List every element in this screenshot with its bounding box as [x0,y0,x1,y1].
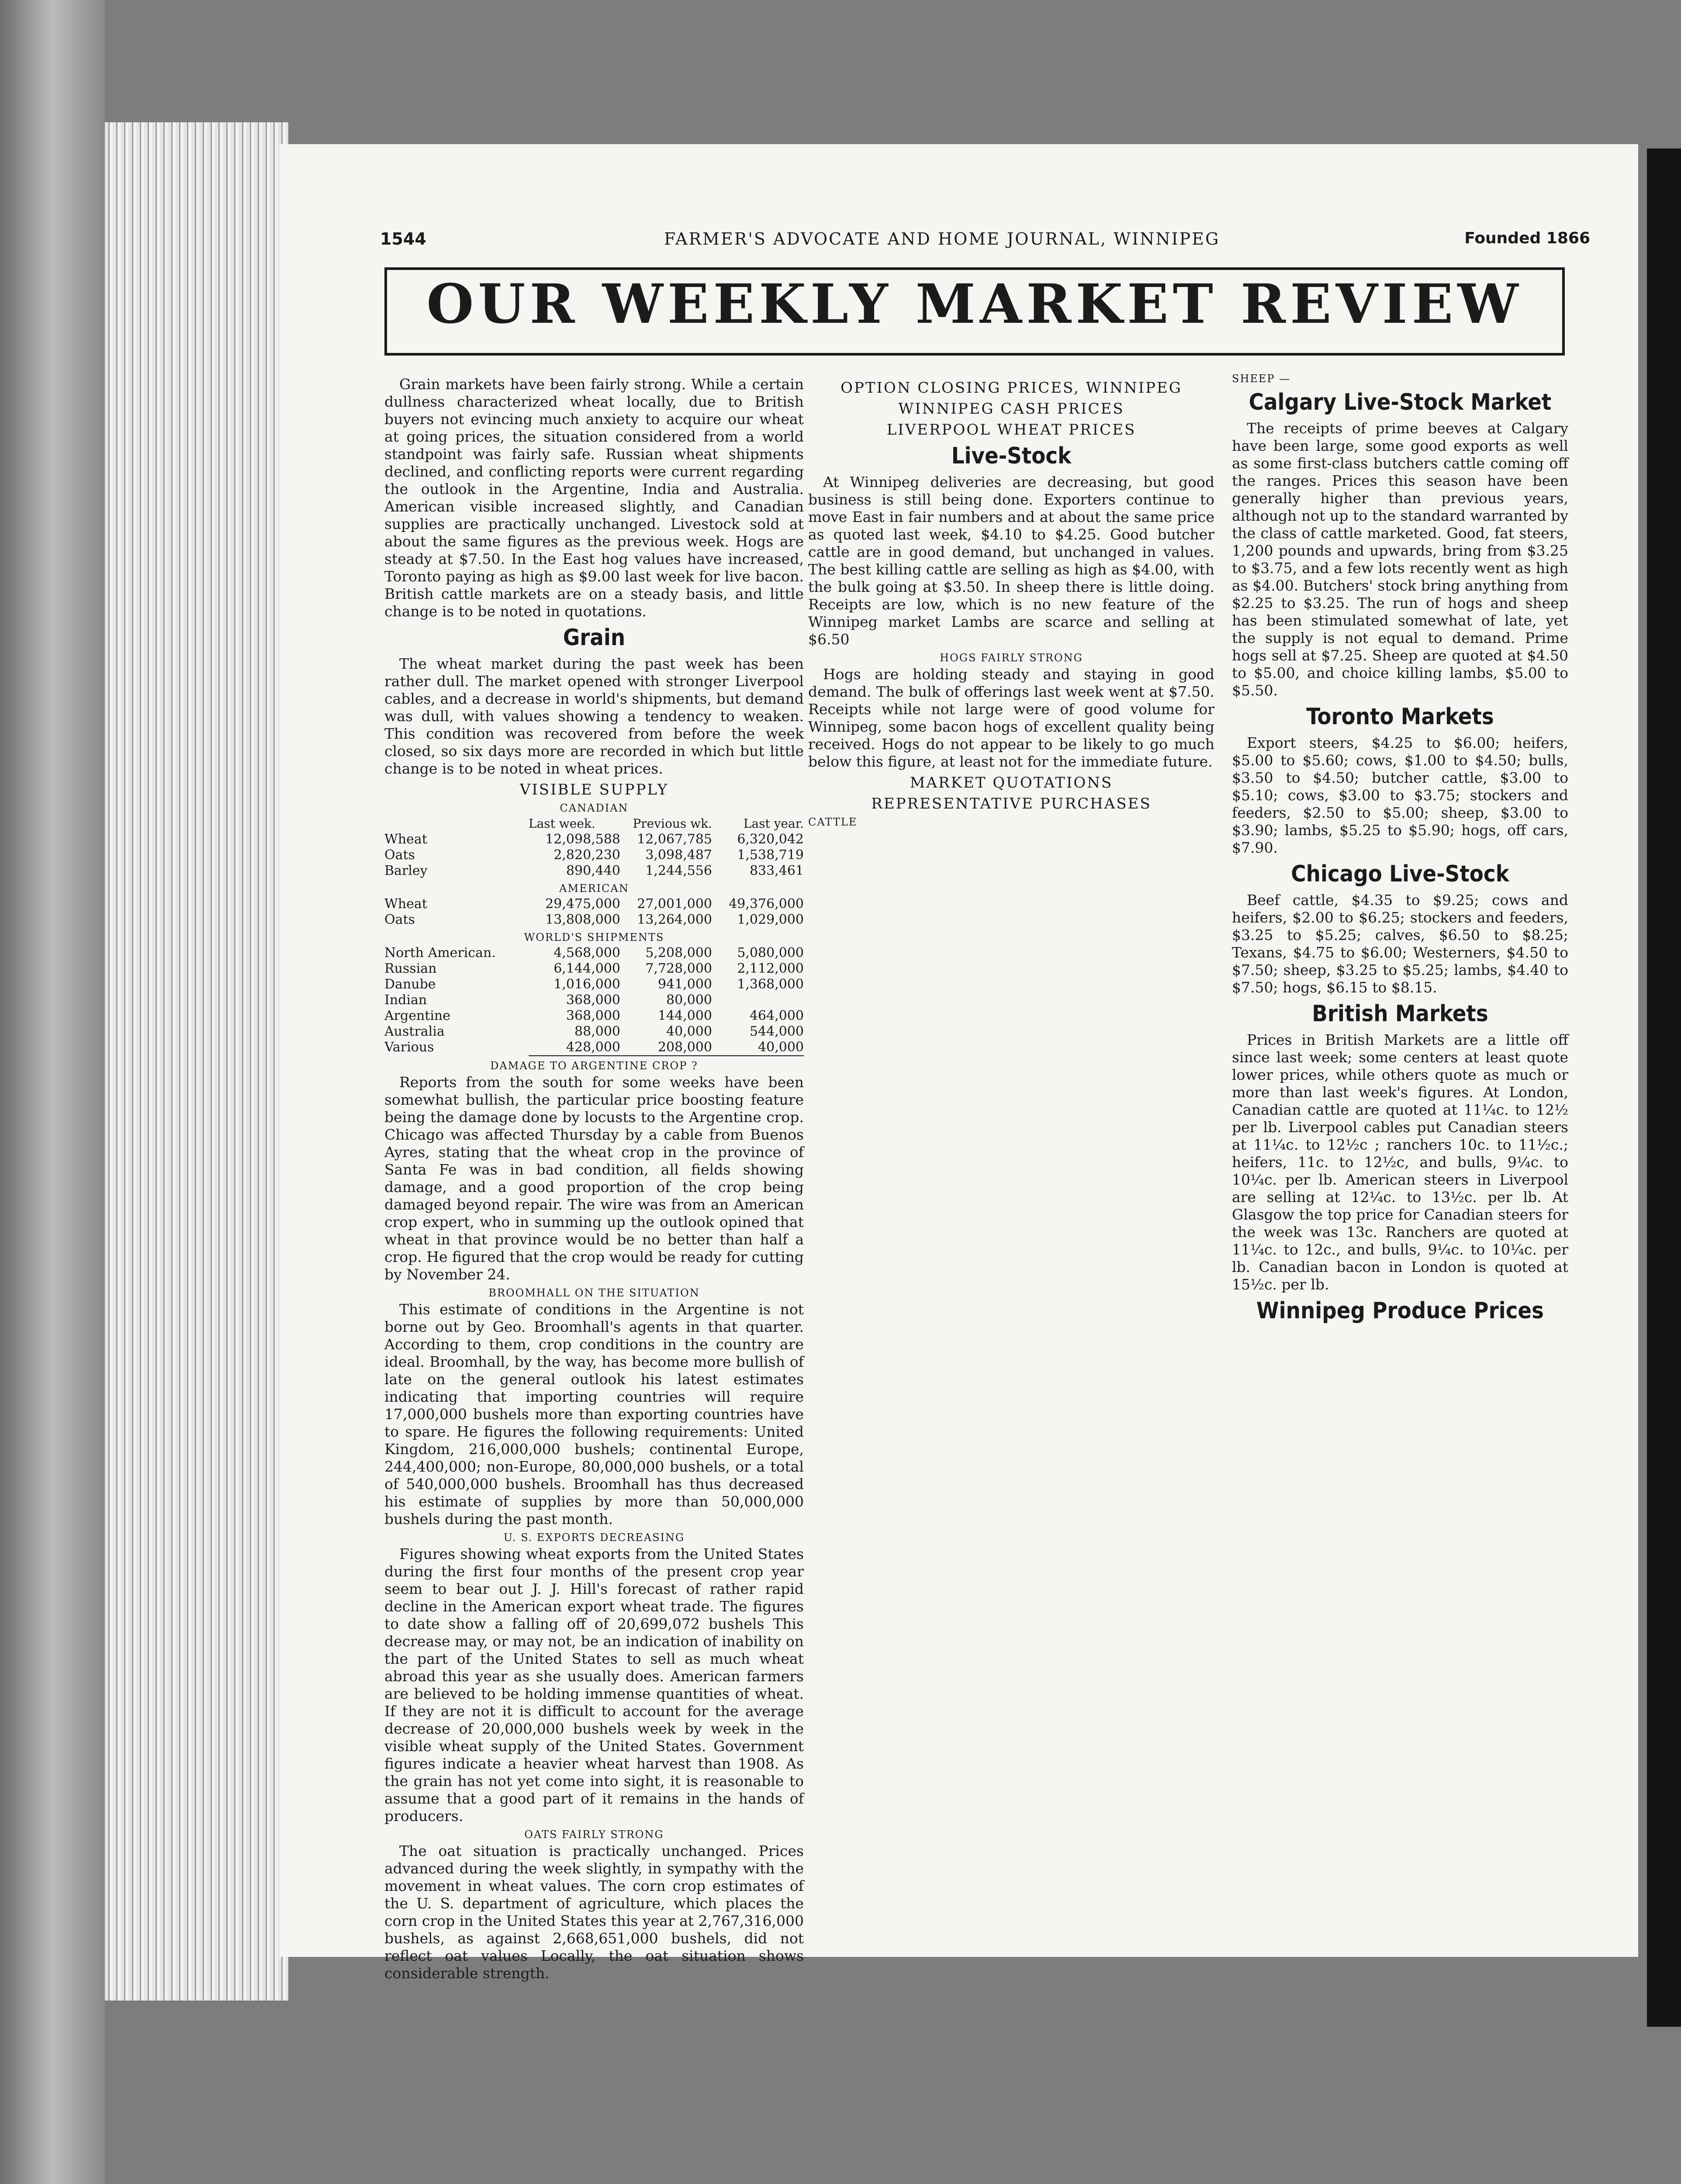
table-cell: 464,000 [749,1008,804,1023]
table-row [384,1024,804,1040]
table-cell: 40,000 [666,1024,712,1039]
table-cell: 368,000 [566,992,620,1008]
table-cell: Oats [384,847,415,863]
table-cell: 6,144,000 [553,961,620,976]
table-row [384,992,804,1008]
table-cell: 29,475,000 [545,896,620,912]
table-cell: 1,538,719 [737,847,804,863]
table-cell: 80,000 [666,992,712,1008]
table-cell: 428,000 [566,1040,620,1055]
table-cell: Wheat [384,896,427,912]
british-paragraph: Prices in British Markets are a little off since last week; some centers at least quote lower prices, while others quote as much or more than last week's figures. At London, Canadian cattle are quoted at 11¼c. to 12½ per lb. Liverpool cables put Canadian steers at 11¼c. to 12½c ; ranchers 10c. to 11½c.; heifers, 11c. to 12½c, and bulls, 9¼c. to 10¼c. per lb. American steers in Liverpool are selling at 12¼c. to 13½c. per lb. At Glasgow the top price for Canadian steers for the week was 13c. Ranchers are quoted at 11¼c. to 12c., and bulls, 9¼c. to 10¼c. per lb. Canadian bacon in London is quoted at 15½c. per lb. [1232,1031,1568,1293]
table-cell: 13,808,000 [545,912,620,927]
table-cell: 7,728,000 [645,961,712,976]
table-cell: 544,000 [749,1024,804,1039]
visible-supply-title: VISIBLE SUPPLY [519,781,669,798]
founded-note: Founded 1866 [1464,229,1590,247]
hogs-paragraph: Hogs are holding steady and staying in good demand. The bulk of offerings last week went at $7.50. Receipts while not large were of good volume for Winnipeg, some bacon hogs of excellent quality being received. Hogs do not appear to be likely to go much below this figure, at least not for the immediate future. [808,666,1214,770]
exports-paragraph: Figures showing wheat exports from the United States during the first four months of the present crop year seem to bear out J. J. Hill's forecast of rather rapid decline in the American export wheat trade. The figures to date show a falling off of 20,699,072 bushels This decrease may, or may not, be an indication of inability on the part of the United States to sell as much wheat abroad this year as she usually does. American farmers are believed to be holding immense quantities of wheat. If they are not it is difficult to account for the average decrease of 20,000,000 bushels week by week in the visible wheat supply of the United States. Government figures indicate a heavier wheat harvest than 1908. As the grain has not yet come into sight, it is reasonable to assume that a good part of it remains in the hands of producers. [384,1545,804,1825]
middle-column [808,376,1214,830]
calgary-paragraph: The receipts of prime beeves at Calgary have been large, some good exports as well as some first-class butchers cattle coming off the ranges. Prices this season have been generally higher than previous years, although not up to the standard warranted by the class of cattle marketed. Good, fat steers, 1,200 pounds and upwards, bring from $3.25 to $3.75, and a few lots recently went as high as $4.00. Butchers' stock bring anything from $2.25 to $3.25. The run of hogs and sheep has been stimulated somewhat of late, yet the supply is not equal to demand. Prime hogs sell at $7.25. Sheep are quoted at $4.50 to $5.00, and choice killing lambs, $5.00 to $5.50. [1232,420,1568,699]
page-edges [105,122,288,2001]
table-cell: 1,244,556 [645,863,712,878]
table-cell: 12,067,785 [637,832,712,847]
chicago-heading: Chicago Live-Stock [1291,861,1509,887]
cattle-label: CATTLE [808,816,858,828]
toronto-heading: Toronto Markets [1306,704,1494,730]
table-row [384,896,804,912]
table-cell: 5,080,000 [737,945,804,961]
livestock-heading: Live-Stock [951,443,1072,469]
table-cell: 1,016,000 [553,977,620,992]
american-label: AMERICAN [559,882,629,895]
table-cell: 40,000 [758,1040,804,1055]
right-column [1232,369,1568,1328]
table-cell: 1,029,000 [737,912,804,927]
table-cell: 941,000 [657,977,712,992]
title-banner [384,267,1565,356]
table-cell: Wheat [384,832,427,847]
table-row [384,945,804,961]
page-number: 1544 [380,229,426,249]
banner-title: OUR WEEKLY MARKET REVIEW [426,273,1523,336]
calgary-heading: Calgary Live-Stock Market [1249,389,1552,415]
hogs-title: HOGS FAIRLY STRONG [940,652,1083,664]
table-cell [712,992,804,1008]
purchases-title: REPRESENTATIVE PURCHASES [871,795,1152,812]
table-header-row [529,816,804,832]
oats-title: OATS FAIRLY STRONG [524,1828,664,1841]
oats-paragraph: The oat situation is practically unchanged. Prices advanced during the week slightly, in sympathy with the movement in wheat values. The corn crop estimates of the U. S. department of agriculture, which places the corn crop in the United States this year at 2,767,316,000 bushels, as against 2,668,651,000 bushels, did not reflect oat values Locally, the oat situation shows considerable strength. [384,1842,804,1982]
grain-heading: Grain [563,625,626,651]
table-cell: Argentine [384,1008,451,1023]
table-cell: Barley [384,863,428,878]
exports-title: U. S. EXPORTS DECREASING [503,1531,685,1544]
table-cell: 890,440 [566,863,620,878]
running-header [376,229,1590,256]
table-cell: 4,568,000 [553,945,620,961]
world-shipments-label: WORLD'S SHIPMENTS [524,931,664,943]
table-cell: Australia [384,1024,445,1039]
intro-paragraph: Grain markets have been fairly strong. While a certain dullness characterized wheat locally, due to British buyers not evincing much anxiety to acquire our wheat at going prices, the situation considered from a world standpoint was fairly safe. Russian wheat shipments declined, and conflicting reports were current regarding the outlook in the Argentine, India and Australia. American visible increased slightly, and Canadian supplies are practically unchanged. Livestock sold at about the same figures as the previous week. Hogs are steady at $7.50. In the East hog values have increased, Toronto paying as high as $9.00 last week for live bacon. British cattle markets are on a steady basis, and little change is to be noted in quotations. [384,376,804,620]
table-cell: 3,098,487 [645,847,712,863]
table-row [384,977,804,992]
table-cell: 833,461 [749,863,804,878]
table-cell: 144,000 [657,1008,712,1023]
table-cell: 1,368,000 [737,977,804,992]
visible-supply-header [384,816,804,832]
table-cell: Indian [384,992,427,1008]
damage-title: DAMAGE TO ARGENTINE CROP ? [490,1060,698,1072]
table-cell: 12,098,588 [545,832,620,847]
american-table [384,896,804,928]
livestock-paragraph: At Winnipeg deliveries are decreasing, but good business is still being done. Exporters continue to move East in fair numbers and at about the same price as quoted last week, $4.10 to $4.25. Good butcher cattle are in good demand, but unchanged in values. The best killing cattle are selling as high as $4.00, with the bulk going at $3.50. In sheep there is little doing. Receipts are low, which is no new feature of the Winnipeg market Lambs are scarce and selling at $6.50 [808,473,1214,648]
table-cell: 6,320,042 [737,832,804,847]
table-cell: 2,112,000 [737,961,804,976]
toronto-paragraph: Export steers, $4.25 to $6.00; heifers, $5.00 to $5.60; cows, $1.00 to $4.50; bulls, $3.50 to $4.50; butcher cattle, $3.00 to $5.10; cows, $3.00 to $3.75; stockers and feeders, $2.50 to $5.00; sheep, $3.00 to $3.90; lambs, $5.25 to $5.90; hogs, off cars, $7.90. [1232,734,1568,856]
table-row [384,832,804,847]
column-header: Last year. [743,816,804,831]
table-cell: 27,001,000 [637,896,712,912]
table-row [384,1008,804,1024]
damage-paragraph: Reports from the south for some weeks have been somewhat bullish, the particular price boosting feature being the damage done by locusts to the Argentine crop. Chicago was affected Thursday by a cable from Buenos Ayres, stating that the wheat crop in the province of Santa Fe was in bad condition, all fields showing damage, and a good proportion of the crop being damaged beyond repair. The wire was from an American crop expert, who in summing up the outlook opined that wheat in that province would be no better than half a crop. He figured that the crop would be ready for cutting by November 24. [384,1074,804,1283]
table-row [384,912,804,928]
table-row [384,961,804,977]
table-cell: Danube [384,977,436,992]
table-cell: Various [384,1040,434,1055]
table-cell: North American. [384,945,496,961]
table-cell: 49,376,000 [729,896,804,912]
table-cell: 5,208,000 [645,945,712,961]
british-heading: British Markets [1312,1001,1488,1027]
canadian-table [384,832,804,879]
world-shipments-table [384,945,804,1055]
canadian-label: CANADIAN [560,802,629,814]
table-row [384,863,804,879]
scanner-edge-bar [1647,149,1681,2027]
broomhall-title: BROOMHALL ON THE SITUATION [488,1287,700,1299]
sheep-label: SHEEP — [1232,373,1291,385]
table-cell: Oats [384,912,415,927]
produce-heading: Winnipeg Produce Prices [1256,1298,1544,1324]
grain-paragraph: The wheat market during the past week has been rather dull. The market opened with stronger Liverpool cables, and a decrease in world's shipments, but demand was dull, with values showing a tendency to weaken. This condition was recovered from before the week closed, so six days more are recorded in which but little change is to be noted in wheat prices. [384,655,804,777]
table-row [384,847,804,863]
cash-prices-title: WINNIPEG CASH PRICES [898,400,1124,418]
book-binding [0,0,105,2184]
table-cell: Russian [384,961,437,976]
market-quotations-title: MARKET QUOTATIONS [910,774,1113,791]
table-cell: 13,264,000 [637,912,712,927]
chicago-paragraph: Beef cattle, $4.35 to $9.25; cows and heifers, $2.00 to $6.25; stockers and feeders, $3.25 to $5.25; calves, $6.50 to $8.25; Texans, $4.75 to $6.00; Westerners, $4.50 to $7.50; sheep, $3.25 to $5.25; lambs, $4.40 to $7.50; hogs, $6.15 to $8.15. [1232,892,1568,996]
column-header: Previous wk. [633,816,712,831]
column-header: Last week. [529,816,595,831]
table-row [384,1040,804,1055]
table-cell: 208,000 [657,1040,712,1055]
table-cell: 368,000 [566,1008,620,1023]
left-column [384,376,804,1986]
journal-title: FARMER'S ADVOCATE AND HOME JOURNAL, WINNIPEG [664,229,1220,249]
broomhall-paragraph: This estimate of conditions in the Argentine is not borne out by Geo. Broomhall's agents in that quarter. According to them, crop conditions in the country are ideal. Broomhall, by the way, has become more bullish of late on the general outlook his latest estimates indicating that importing countries will require 17,000,000 bushels more than exporting countries have to spare. He figures the following requirements: United Kingdom, 216,000,000 bushels; continental Europe, 244,400,000; non-Europe, 80,000,000 bushels, or a total of 540,000,000 bushels. Broomhall has thus decreased his estimate of supplies by more than 50,000,000 bushels during the past month. [384,1301,804,1527]
option-prices-title: OPTION CLOSING PRICES, WINNIPEG [840,379,1182,397]
liverpool-title: LIVERPOOL WHEAT PRICES [886,421,1136,439]
table-cell: 88,000 [574,1024,620,1039]
table-cell: 2,820,230 [553,847,620,863]
